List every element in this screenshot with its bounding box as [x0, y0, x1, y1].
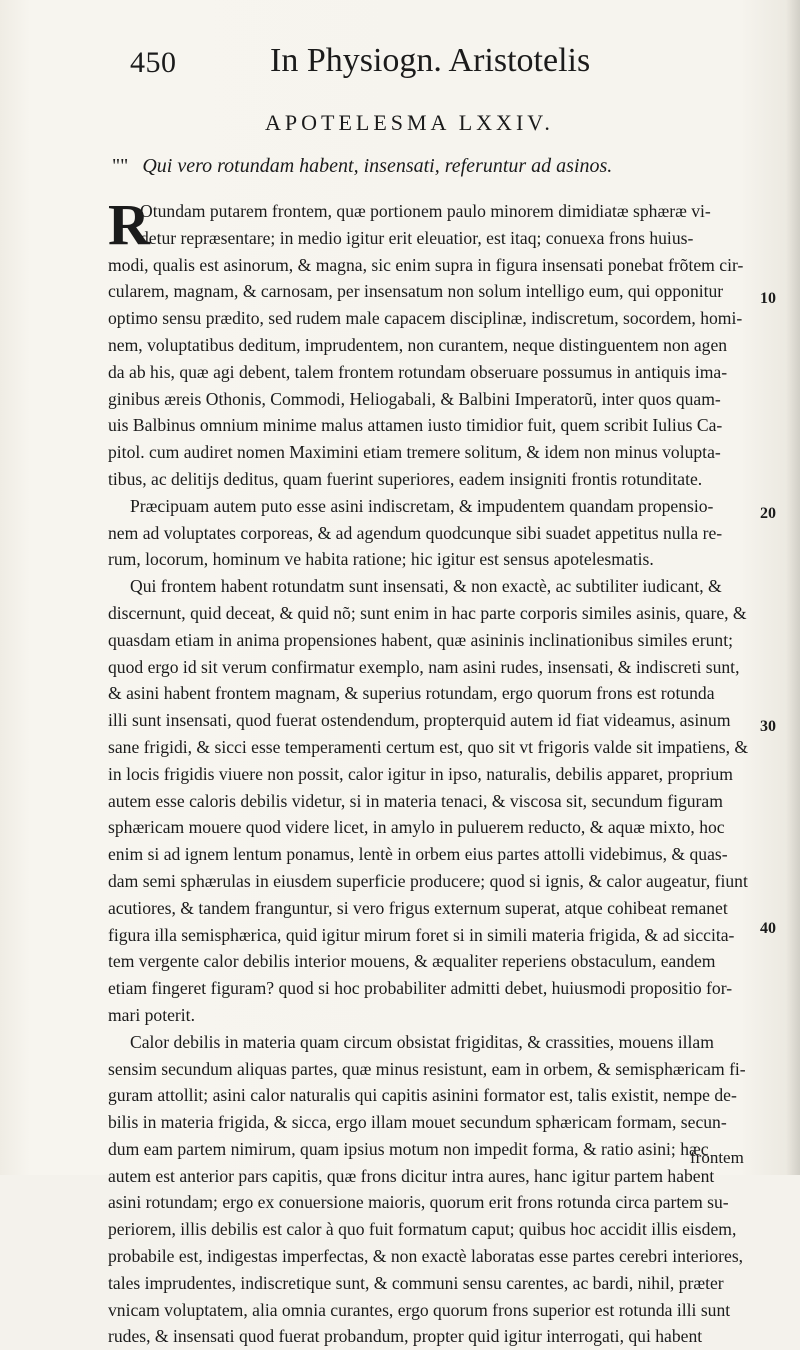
text-line: Otundam putarem frontem, quæ portionem paulo minorem dimidiatæ sphæræ vi- — [140, 201, 711, 221]
text-line: autem esse caloris debilis videtur, si in materia tenaci, & viscosa sit, secundum figuram — [108, 790, 723, 811]
text-line: pitol. cum audiret nomen Maximini etiam tremere solitum, & idem non minus volupta- — [108, 442, 721, 463]
text-line: etiam fingeret figuram? quod si hoc probabiliter admitti debet, huiusmodi propositio for- — [108, 978, 733, 999]
quotation-mark: "" — [112, 155, 129, 177]
text-line: guram attollit; asini calor naturalis qui capitis asinini formator est, talis existit, nempe de- — [108, 1085, 737, 1106]
text-line: probabile est, indigestas imperfectas, & non exactè laboratas esse partes cerebri interiores, — [108, 1246, 744, 1267]
text-line: Præcipuam autem puto esse asini indiscretam, & impudentem quandam propensio- — [130, 495, 714, 516]
text-line: uis Balbinus omnium minime malus attamen iusto timidior fuit, quem scribit Iulius Ca- — [108, 415, 723, 436]
lemma-text: Qui vero rotundam habent, insensati, referuntur ad asinos. — [142, 155, 613, 177]
text-line: quod ergo id sit verum confirmatur exemplo, nam asini rudes, insensati, & indiscreti sunt, — [108, 656, 740, 677]
text-line: enim si ad ignem lentum ponamus, lentè in orbem eius partes attolli videbimus, & quas- — [108, 844, 728, 865]
text-line: optimo sensu prædito, sed rudem male capacem disciplinæ, indiscretum, socordem, homi- — [108, 308, 743, 329]
text-line: autem est anterior pars capitis, quæ frons dicitur intra aures, hanc igitur partem habent — [108, 1165, 715, 1186]
text-line: nem, voluptatibus deditum, imprudentem, non curantem, neque distinguentem non agen — [108, 334, 728, 355]
text-line: periorem, illis debilis est calor à quo fuit formatum caput; quibus hoc accidit illis eisdem, — [108, 1219, 737, 1240]
running-title: In Physiogn. Aristotelis — [270, 42, 591, 79]
text-line: nem ad voluptates corporeas, & ad agendum quodcunque sibi suadet appetitus nulla re- — [108, 522, 723, 543]
body-text — [108, 192, 756, 1350]
text-line: sane frigidi, & sicci esse temperamenti certum est, quo sit vt frigoris valde sit impatiens, & — [108, 736, 749, 757]
text-line: da ab his, quæ agi debent, talem frontem rotundam obseruare possumus in antiquis ima- — [108, 361, 728, 382]
running-head — [130, 40, 600, 90]
catchword: frontem — [690, 1148, 744, 1167]
text-line: sphæricam mouere quod videre licet, in amylo in puluerem reducto, & aquæ mixto, hoc — [108, 817, 725, 838]
text-line: Qui frontem habent rotundatm sunt insensati, & non exactè, ac subtiliter iudicant, & — [130, 576, 722, 597]
text-line: Calor debilis in materia quam circum obsistat frigiditas, & crassities, mouens illam — [130, 1031, 714, 1052]
text-line: quasdam etiam in anima propensiones habent, quæ asininis inclinationibus similes erunt; — [108, 629, 733, 650]
text-line: detur repræsentare; in medio igitur erit eleuatior, est itaq; conuexa frons huius- — [140, 227, 694, 248]
text-line: vnicam voluptatem, alia omnia curantes, ergo quorum frons superior est rotunda illi sunt — [108, 1299, 731, 1320]
text-line: illi sunt insensati, quod fuerat ostendendum, propterquid autem id fiat videamus, asinum — [108, 710, 731, 731]
text-line: acutiores, & tandem franguntur, si vero frigus externum superat, atque cohibeat remanet — [108, 897, 728, 918]
drop-cap: R — [108, 192, 150, 257]
text-line: modi, qualis est asinorum, & magna, sic enim supra in figura insensati ponebat frõtem cir- — [108, 254, 744, 275]
text-line: dam semi sphærulas in eiusdem superficie producere; quod si ignis, & calor augeatur, fiunt — [108, 870, 748, 891]
margin-line-number: 40 — [760, 920, 776, 937]
text-line: discernunt, quid deceat, & quid nõ; sunt enim in hac parte corporis similes asinis, quare, & — [108, 602, 747, 623]
text-line: rum, locorum, hominum ve habita ratione; hic igitur est sensus apotelesmatis. — [108, 549, 654, 570]
lemma — [112, 155, 612, 178]
text-line: cularem, magnam, & carnosam, per insensatum non solum intelligo eum, qui opponitur — [108, 281, 724, 302]
text-line: asini rotundam; ergo ex conuersione maioris, quorum erit frons rotunda circa partem su- — [108, 1192, 729, 1213]
text-line: bilis in materia frigida, & sicca, ergo illam mouet secundum sphæricam formam, secun- — [108, 1112, 727, 1133]
margin-line-number: 10 — [760, 290, 776, 307]
text-line: tem vergente calor debilis interior mouens, & æqualiter reperiens obstaculum, eandem — [108, 951, 716, 972]
page-edge-shadow — [786, 0, 800, 1175]
text-line: ginibus æreis Othonis, Commodi, Heliogabali, & Balbini Imperatorũ, inter quos quam- — [108, 388, 721, 409]
text-line: mari poterit. — [108, 1004, 195, 1025]
text-line: tibus, ac delitijs deditus, quam fuerint superiores, eadem insigniti frontis rotunditate. — [108, 468, 703, 489]
text-line: dum eam partem nimirum, quam ipsius motum non impedit forma, & ratio asini; hæc — [108, 1138, 709, 1159]
section-title: APOTELESMA LXXIV. — [265, 110, 554, 135]
text-line: in locis frigidis viuere non possit, calor igitur in ipso, naturalis, debilis apparet, proprium — [108, 763, 733, 784]
margin-line-number: 20 — [760, 505, 776, 522]
text-line: figura illa semisphærica, quid igitur mirum foret si in simili materia frigida, & ad siccita- — [108, 924, 735, 945]
text-line: rudes, & insensati quod fuerat probandum, propter quid igitur interrogati, qui habent — [108, 1326, 703, 1347]
page-number: 450 — [130, 46, 177, 79]
text-line: & asini habent frontem magnam, & superius rotundam, ergo quorum frons est rotunda — [108, 683, 715, 704]
margin-line-number: 30 — [760, 718, 776, 735]
text-line: tales imprudentes, indiscretique sunt, & communi sensu carentes, ac bardi, nihil, præter — [108, 1272, 724, 1293]
text-line: sensim secundum aliquas partes, quæ minus resistunt, eam in orbem, & semisphæricam fi- — [108, 1058, 746, 1079]
